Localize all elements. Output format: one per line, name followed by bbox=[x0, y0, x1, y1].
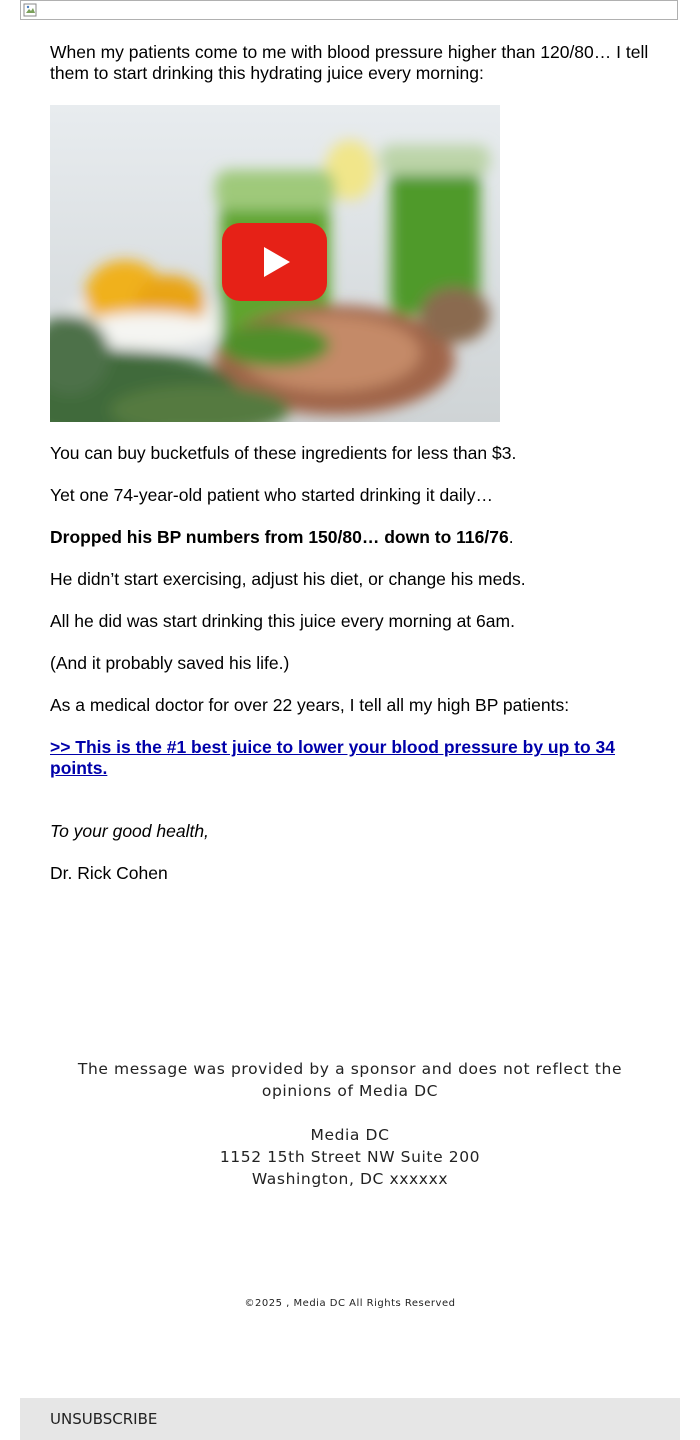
paragraph-doctor: As a medical doctor for over 22 years, I tell all my high BP patients: bbox=[50, 695, 570, 715]
footer bbox=[20, 1058, 680, 1190]
paragraph-price: You can buy bucketfuls of these ingredients for less than $3. bbox=[50, 443, 517, 463]
intro-paragraph: When my patients come to me with blood pressure higher than 120/80… I tell them to start drinking this hydrating juice every morning: bbox=[50, 42, 649, 83]
paragraph-saved-life: (And it probably saved his life.) bbox=[50, 653, 290, 673]
bold-statement-paragraph bbox=[50, 527, 650, 548]
play-icon[interactable] bbox=[222, 223, 327, 301]
paragraph-morning-juice: All he did was start drinking this juice every morning at 6am. bbox=[50, 611, 515, 631]
sponsor-notice: The message was provided by a sponsor and does not reflect the opinions of Media DC bbox=[77, 1060, 623, 1100]
company-name: Media DC bbox=[310, 1126, 390, 1144]
broken-header-image bbox=[20, 0, 678, 20]
signoff: To your good health, bbox=[50, 821, 209, 841]
paragraph-patient: Yet one 74-year-old patient who started drinking it daily… bbox=[50, 485, 493, 505]
bold-statement-suffix: . bbox=[508, 527, 514, 547]
video-thumbnail-link[interactable] bbox=[50, 105, 500, 422]
broken-image-icon bbox=[23, 3, 37, 17]
company-address bbox=[20, 1124, 680, 1190]
paragraph-no-exercise: He didn’t start exercising, adjust his diet, or change his meds. bbox=[50, 569, 526, 589]
cta-paragraph bbox=[50, 737, 650, 779]
copyright: ©2025 , Media DC All Rights Reserved bbox=[244, 1298, 456, 1309]
bold-statement: Dropped his BP numbers from 150/80… down to 116/76 bbox=[50, 527, 509, 547]
cta-link[interactable]: >> This is the #1 best juice to lower your blood pressure by up to 34 points. bbox=[50, 737, 615, 778]
signature: Dr. Rick Cohen bbox=[50, 863, 168, 883]
unsubscribe-bar bbox=[20, 1398, 680, 1440]
email-body bbox=[50, 42, 650, 905]
address-line-2: Washington, DC xxxxxx bbox=[251, 1170, 449, 1188]
address-line-1: 1152 15th Street NW Suite 200 bbox=[219, 1148, 481, 1166]
unsubscribe-link[interactable]: UNSUBSCRIBE bbox=[50, 1410, 158, 1428]
